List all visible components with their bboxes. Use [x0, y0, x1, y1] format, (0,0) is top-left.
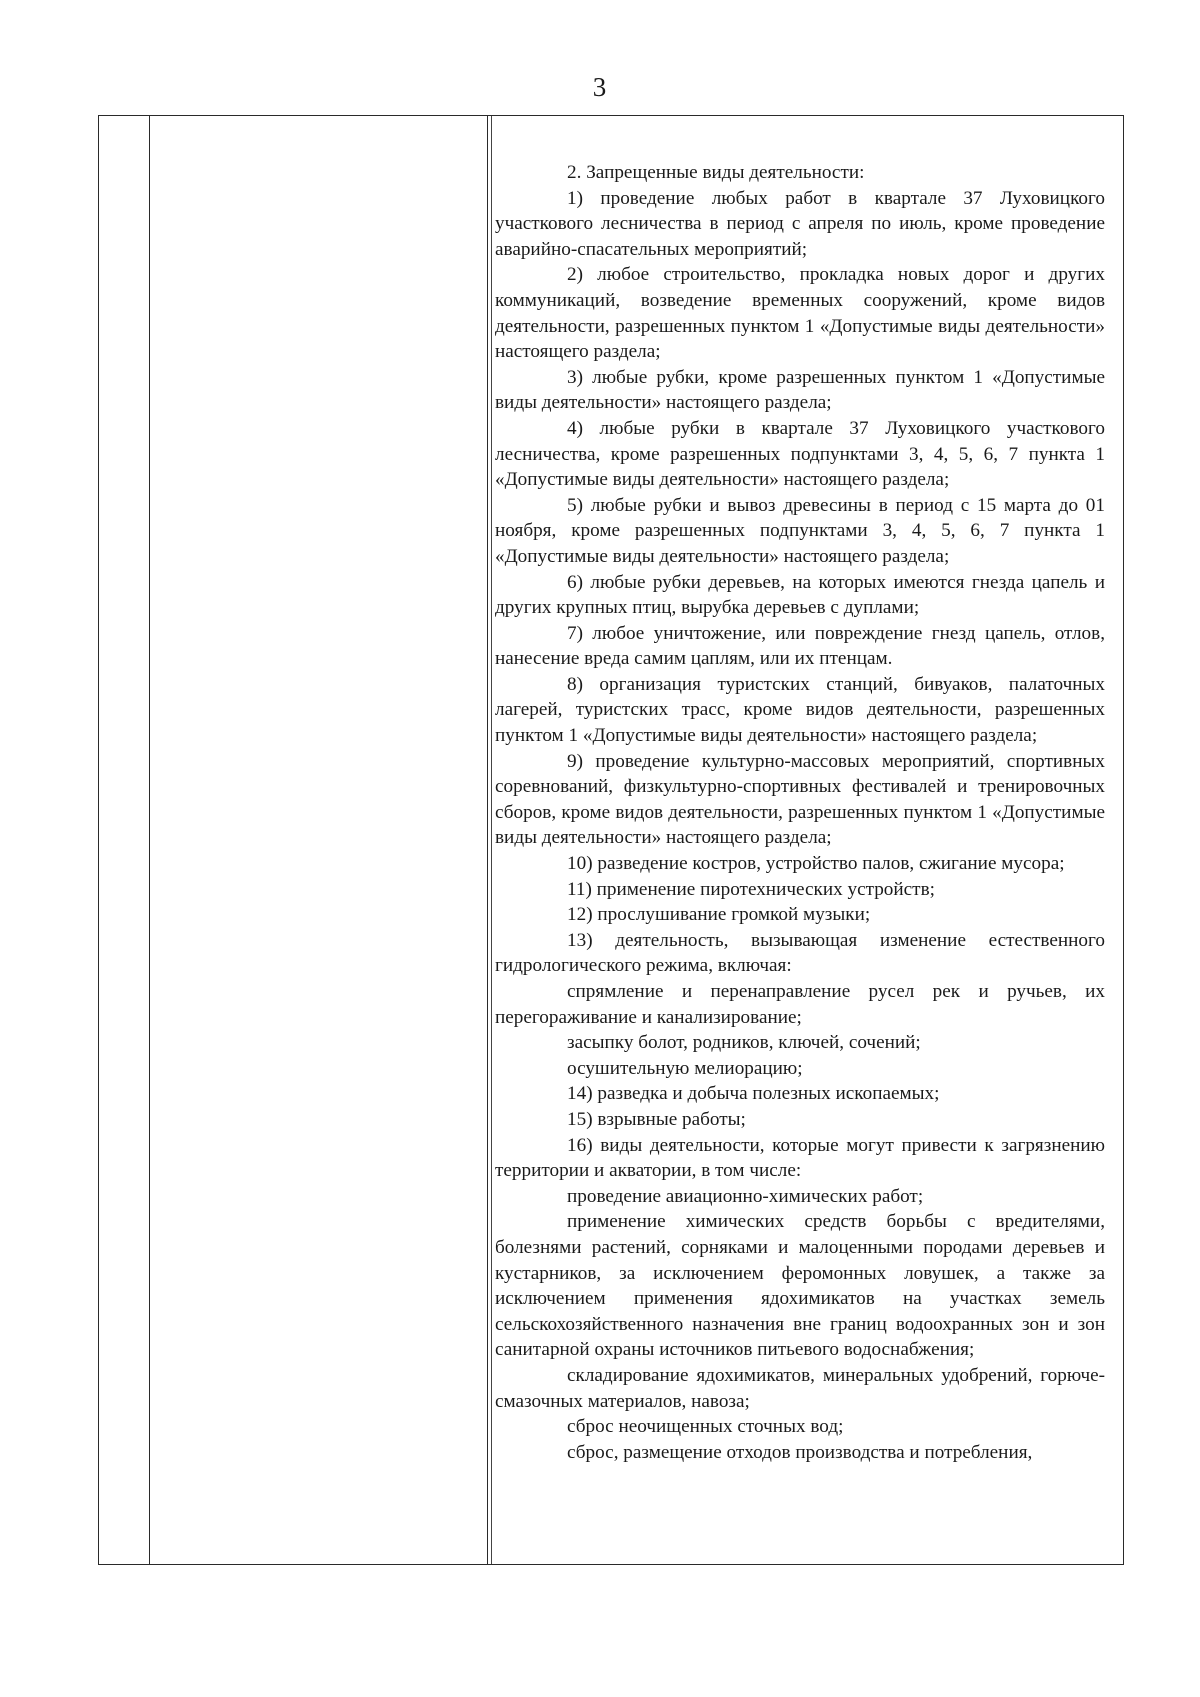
list-subitem: проведение авиационно-химических работ; [567, 1185, 924, 1207]
regulation-table [98, 115, 1124, 1565]
list-subitem: засыпку болот, родников, ключей, сочений; [567, 1032, 921, 1054]
list-subitem: применение химических средств борьбы с вредителями, болезнями растений, сорняками и малоценными породами деревьев и кустарников, за исключением феромонных ловушек, а также за исключением применения ядохимикатов на участках земель сельскохозяйственного назначения вне границ водоохранных зон и зон санитарной охраны источников питьевого водоснабжения; [495, 1211, 1105, 1361]
list-item: 10) разведение костров, устройство палов, сжигание мусора; [567, 853, 1065, 875]
list-item: 1) проведение любых работ в квартале 37 Луховицкого участкового лесничества в период с апреля по июль, кроме проведение аварийно-спасательных мероприятий; [495, 187, 1105, 260]
table-column-divider [491, 116, 492, 1564]
prohibited-activities-cell [495, 160, 1105, 1465]
list-item: 16) виды деятельности, которые могут привести к загрязнению территории и акватории, в том числе: [495, 1134, 1105, 1182]
list-item: 4) любые рубки в квартале 37 Луховицкого участкового лесничества, кроме разрешенных подпунктами 3, 4, 5, 6, 7 пункта 1 «Допустимые виды деятельности» настоящего раздела; [495, 417, 1105, 491]
list-item: 7) любое уничтожение, или повреждение гнезд цапель, отлов, нанесение вреда самим цаплям, или их птенцам. [495, 622, 1105, 670]
list-subitem: сброс, размещение отходов производства и потребления, [567, 1441, 1033, 1463]
list-item: 2) любое строительство, прокладка новых дорог и других коммуникаций, возведение временных сооружений, кроме видов деятельности, разрешенных пунктом 1 «Допустимые виды деятельности» настоящего раздела; [495, 264, 1105, 363]
list-subitem: спрямление и перенаправление русел рек и ручьев, их перегораживание и канализирование; [495, 981, 1105, 1028]
list-item: 9) проведение культурно-массовых мероприятий, спортивных соревнований, физкультурно-спортивных фестивалей и тренировочных сборов, кроме видов деятельности, разрешенных пунктом 1 «Допустимые виды деятельности» настоящего раздела; [495, 750, 1105, 849]
list-item: 8) организация туристских станций, бивуаков, палаточных лагерей, туристских трасс, кроме видов деятельности, разрешенных пунктом 1 «Допустимые виды деятельности» настоящего раздела; [495, 673, 1105, 747]
table-column-divider [487, 116, 488, 1564]
list-item: 3) любые рубки, кроме разрешенных пунктом 1 «Допустимые виды деятельности» настоящего раздела; [495, 366, 1105, 414]
page-number: 3 [592, 72, 608, 102]
list-subitem: складирование ядохимикатов, минеральных удобрений, горюче-смазочных материалов, навоза; [495, 1364, 1105, 1412]
list-subitem: сброс неочищенных сточных вод; [567, 1416, 844, 1438]
list-item: 6) любые рубки деревьев, на которых имеются гнезда цапель и других крупных птиц, вырубка деревьев с дуплами; [495, 571, 1105, 619]
list-item: 12) прослушивание громкой музыки; [567, 904, 871, 926]
section-heading: 2. Запрещенные виды деятельности: [567, 162, 865, 183]
list-item: 13) деятельность, вызывающая изменение естественного гидрологического режима, включая: [495, 929, 1105, 977]
table-column-divider [149, 116, 150, 1564]
list-item: 15) взрывные работы; [567, 1108, 746, 1130]
list-subitem: осушительную мелиорацию; [567, 1057, 803, 1079]
list-item: 5) любые рубки и вывоз древесины в период с 15 марта до 01 ноября, кроме разрешенных подпунктами 3, 4, 5, 6, 7 пункта 1 «Допустимые виды деятельности» настоящего раздела; [495, 494, 1105, 567]
list-item: 14) разведка и добыча полезных ископаемых; [567, 1083, 940, 1105]
list-item: 11) применение пиротехнических устройств; [567, 878, 935, 900]
